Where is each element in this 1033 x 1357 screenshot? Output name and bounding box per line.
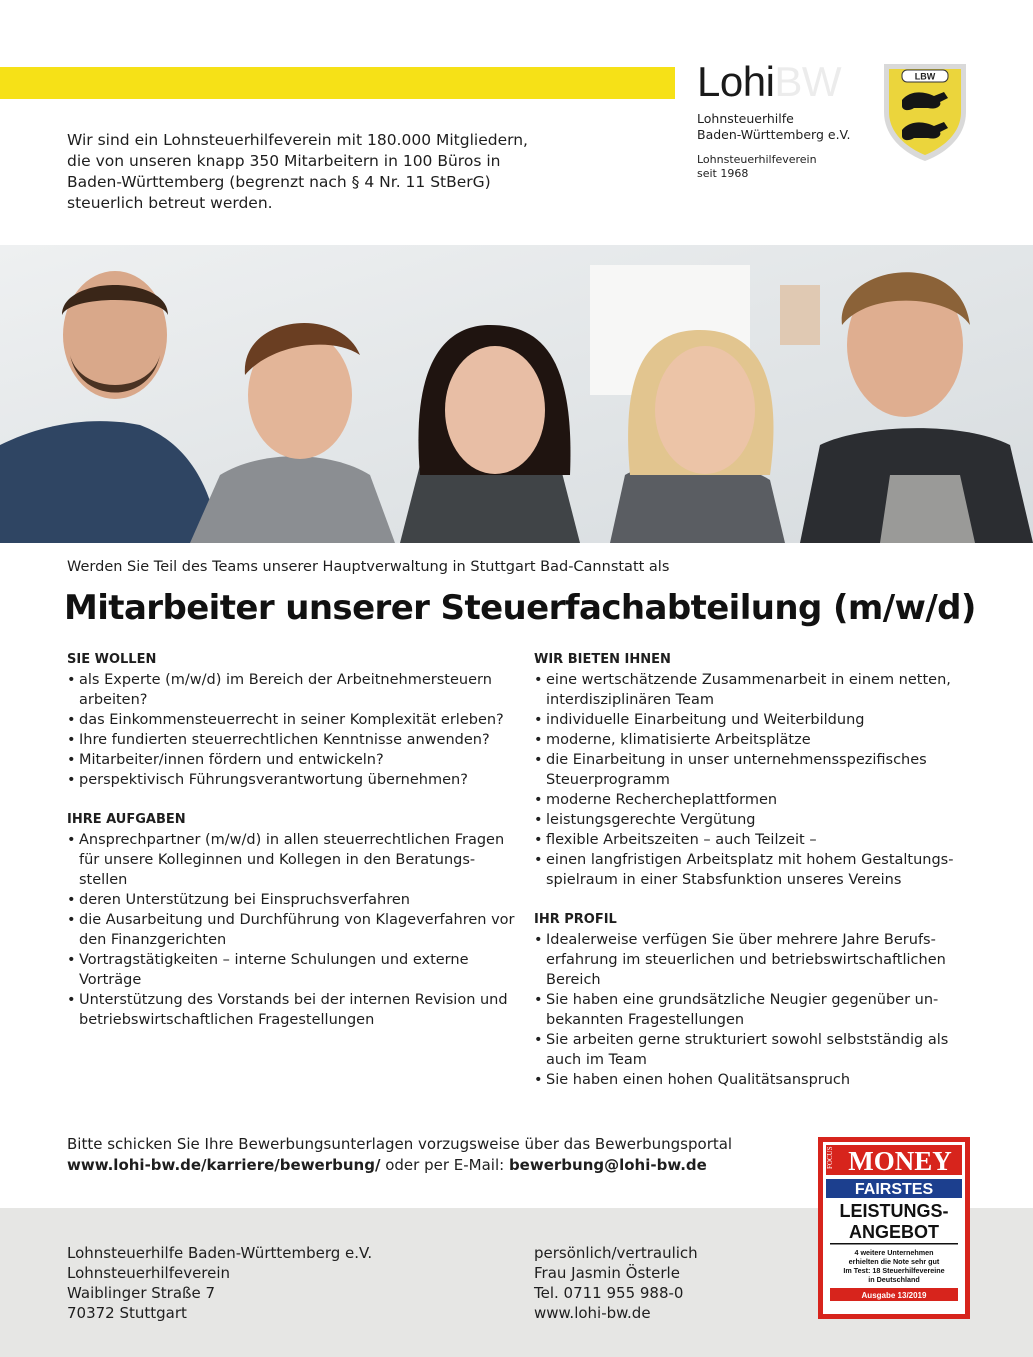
list-sie-wollen: [67, 670, 517, 790]
footer-address-line: Waiblinger Straße 7: [67, 1284, 216, 1302]
application-note: [67, 1134, 787, 1176]
badge-issue: Ausgabe 13/2019: [861, 1291, 927, 1300]
intro-text: Wir sind ein Lohnsteuerhilfeverein mit 180.000 Mitgliedern, die von unseren knapp 350 Mitarbeitern in 100 Büros in Baden-Württemberg (begrenzt nach § 4 Nr. 11 StBerG) steuerlich betreut werden.: [67, 131, 528, 212]
list-item: • deren Unterstützung bei Einspruchsverfahren: [67, 890, 517, 910]
list-item: • moderne Rechercheplattformen: [534, 790, 974, 810]
list-item: • die Ausarbeitung und Durchführung von Klageverfahren vor den Finanzgerichten: [67, 910, 517, 950]
logo-word-bw: BW: [774, 58, 842, 105]
list-item: • die Einarbeitung in unser unternehmensspezifisches Steuerprogramm: [534, 750, 974, 790]
list-item: • eine wertschätzende Zusammenarbeit in einem netten, interdisziplinären Team: [534, 670, 974, 710]
application-links: [67, 1155, 787, 1176]
email-link[interactable]: bewerbung@lohi-bw.de: [508, 1156, 707, 1174]
badge-small1: 4 weitere Unternehmen: [854, 1248, 934, 1257]
list-item: • einen langfristigen Arbeitsplatz mit hohem Gestaltungs-spielraum in einer Stabsfunktion unseres Vereins: [534, 850, 974, 890]
yellow-accent-bar: [0, 67, 675, 99]
list-item: • als Experte (m/w/d) im Bereich der Arbeitnehmersteuern arbeiten?: [67, 670, 517, 710]
list-item: • flexible Arbeitszeiten – auch Teilzeit –: [534, 830, 974, 850]
logo-name-line1: Lohnsteuerhilfe: [697, 111, 794, 126]
section-title-wir-bieten: WIR BIETEN IHNEN: [534, 652, 671, 667]
logo-wordmark: [697, 58, 841, 106]
list-item: • Unterstützung des Vorstands bei der internen Revision und betriebswirtschaftlichen Fragestellungen: [67, 990, 517, 1030]
list-item: • perspektivisch Führungsverantwortung übernehmen?: [67, 770, 517, 790]
list-item: • Ansprechpartner (m/w/d) in allen steuerrechtlichen Fragen für unsere Kolleginnen und Kollegen in den Beratungs-stellen: [67, 830, 517, 890]
section-title-ihre-aufgaben: IHRE AUFGABEN: [67, 812, 186, 827]
section-title-sie-wollen: SIE WOLLEN: [67, 652, 157, 667]
badge-line1: FAIRSTES: [854, 1181, 934, 1198]
section-title-ihr-profil: IHR PROFIL: [534, 912, 617, 927]
footer-contact-line: Frau Jasmin Österle: [534, 1264, 680, 1282]
list-item: • Ihre fundierten steuerrechtlichen Kenntnisse anwenden?: [67, 730, 517, 750]
application-connector: oder per E-Mail:: [380, 1156, 509, 1174]
logo-name: [697, 111, 850, 143]
list-item: • Vortragstätigkeiten – interne Schulungen und externe Vorträge: [67, 950, 517, 990]
footer-contact-line: persönlich/vertraulich: [534, 1244, 698, 1262]
list-ihre-aufgaben: [67, 830, 517, 1030]
footer-address-line: 70372 Stuttgart: [67, 1304, 187, 1322]
left-column: [67, 650, 517, 1050]
badge-small4: in Deutschland: [868, 1275, 920, 1284]
list-item: • das Einkommensteuerrecht in seiner Komplexität erleben?: [67, 710, 517, 730]
footer-address: [67, 1243, 372, 1323]
list-item: • leistungsgerechte Vergütung: [534, 810, 974, 830]
logo-type-line1: Lohnsteuerhilfeverein: [697, 153, 817, 166]
shield-text: LBW: [914, 71, 936, 82]
badge-focus: FOCUS: [826, 1146, 834, 1169]
footer-contact: [534, 1243, 698, 1323]
logo-word-lohi: Lohi: [697, 58, 775, 105]
list-item: • Sie haben eine grundsätzliche Neugier gegenüber un-bekannten Fragestellungen: [534, 990, 974, 1030]
footer-address-line: Lohnsteuerhilfeverein: [67, 1264, 231, 1282]
badge-small3: Im Test: 18 Steuerhilfevereine: [843, 1266, 945, 1275]
logo-type-line2: seit 1968: [697, 167, 749, 180]
list-item: • Sie arbeiten gerne strukturiert sowohl selbstständig als auch im Team: [534, 1030, 974, 1070]
list-ihr-profil: [534, 930, 974, 1090]
badge-money: MONEY: [848, 1146, 952, 1176]
application-text: Bitte schicken Sie Ihre Bewerbungsunterlagen vorzugsweise über das Bewerbungsportal: [67, 1135, 733, 1153]
list-wir-bieten: [534, 670, 974, 890]
footer-address-line: Lohnsteuerhilfe Baden-Württemberg e.V.: [67, 1244, 373, 1262]
shield-logo-icon: [880, 60, 970, 164]
list-item: • individuelle Einarbeitung und Weiterbildung: [534, 710, 974, 730]
focus-money-award-badge: [818, 1137, 970, 1319]
list-item: • moderne, klimatisierte Arbeitsplätze: [534, 730, 974, 750]
page-title: Mitarbeiter unserer Steuerfachabteilung (m/w/d): [64, 588, 976, 628]
badge-small2: erhielten die Note sehr gut: [848, 1257, 940, 1266]
badge-line2: LEISTUNGS-: [839, 1201, 949, 1221]
list-item: • Mitarbeiter/innen fördern und entwickeln?: [67, 750, 517, 770]
list-item: • Idealerweise verfügen Sie über mehrere Jahre Berufs-erfahrung im steuerlichen und betriebswirtschaftlichen Bereich: [534, 930, 974, 990]
footer-contact-phone: Tel. 0711 955 988-0: [534, 1284, 684, 1302]
logo-type: [697, 153, 817, 181]
badge-line3: ANGEBOT: [849, 1222, 939, 1242]
portal-link[interactable]: www.lohi-bw.de/karriere/bewerbung/: [67, 1156, 381, 1174]
team-photo: [0, 245, 1033, 543]
teaser-text: Werden Sie Teil des Teams unserer Hauptverwaltung in Stuttgart Bad-Cannstatt als: [67, 559, 670, 575]
list-item: • Sie haben einen hohen Qualitätsanspruch: [534, 1070, 974, 1090]
footer-contact-website[interactable]: www.lohi-bw.de: [534, 1304, 651, 1322]
right-column: [534, 650, 974, 1110]
logo-name-line2: Baden-Württemberg e.V.: [697, 127, 851, 142]
